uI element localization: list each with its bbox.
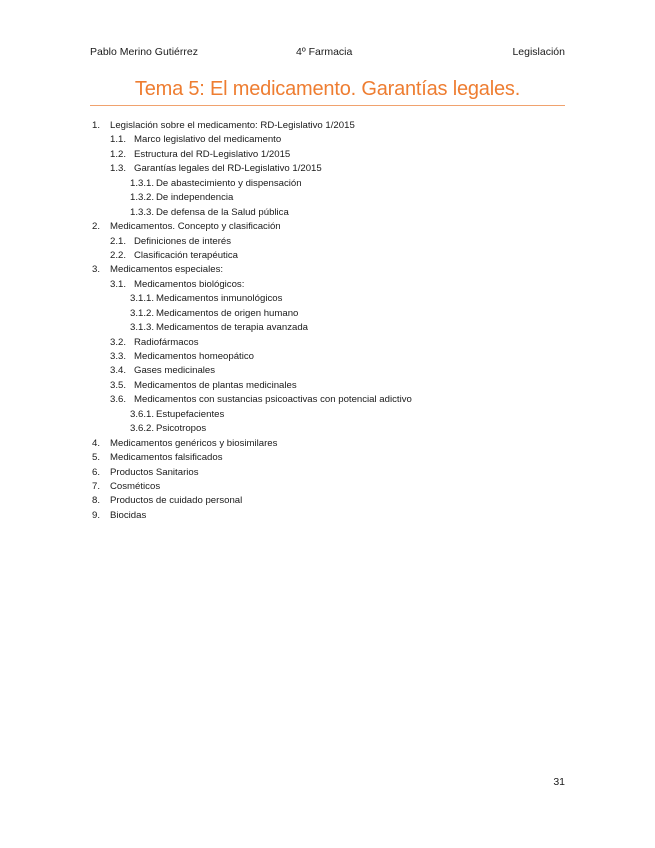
title-underline <box>90 105 565 106</box>
header-course: 4º Farmacia <box>296 46 353 58</box>
page-header <box>90 46 565 60</box>
toc-item-text: Medicamentos falsificados <box>110 452 223 464</box>
toc-item-text: Medicamentos inmunológicos <box>156 293 283 305</box>
toc-item-text: Medicamentos. Concepto y clasificación <box>110 221 281 233</box>
toc-item <box>92 278 562 292</box>
toc-item-number: 9. <box>92 509 101 521</box>
toc-item-number: 3.6.1. <box>130 408 155 420</box>
toc-item-text: Medicamentos genéricos y biosimilares <box>110 437 278 449</box>
toc-item-text: Estructura del RD-Legislativo 1/2015 <box>134 148 291 160</box>
toc-item-number: 2.1. <box>110 235 127 247</box>
toc-item-number: 7. <box>92 480 101 492</box>
toc-item-text: Definiciones de interés <box>134 235 232 247</box>
toc-item <box>92 191 562 205</box>
toc-item-text: Estupefacientes <box>156 408 225 420</box>
toc-item-number: 1.1. <box>110 134 127 146</box>
toc-item-number: 2.2. <box>110 249 127 261</box>
toc-item-text: Medicamentos especiales: <box>110 264 224 276</box>
toc-item-text: Psicotropos <box>156 423 207 435</box>
toc-item-number: 4. <box>92 437 101 449</box>
toc-item <box>92 177 562 191</box>
toc-item-number: 3.4. <box>110 365 127 377</box>
page-title: Tema 5: El medicamento. Garantías legales. <box>134 78 521 100</box>
toc-item <box>92 292 562 306</box>
toc-item-text: Medicamentos biológicos: <box>134 278 245 290</box>
toc-item-number: 3. <box>92 264 101 276</box>
toc-item-text: Marco legislativo del medicamento <box>134 134 282 146</box>
toc-item-text: Cosméticos <box>110 480 161 492</box>
toc-item-text: De defensa de la Salud pública <box>156 206 289 218</box>
toc-item <box>92 451 562 465</box>
toc-item-number: 1.3.2. <box>130 192 155 204</box>
toc-item-number: 1.3.1. <box>130 177 155 189</box>
toc-item-number: 8. <box>92 495 101 507</box>
toc-item <box>92 249 562 263</box>
toc-item-number: 1.3.3. <box>130 206 155 218</box>
toc-item-number: 3.6. <box>110 394 127 406</box>
header-author: Pablo Merino Gutiérrez <box>90 46 198 58</box>
toc-item-number: 5. <box>92 452 101 464</box>
toc-item-text: Gases medicinales <box>134 365 216 377</box>
toc-item-number: 3.6.2. <box>130 423 155 435</box>
toc-item <box>92 379 562 393</box>
toc-item-number: 2. <box>92 221 101 233</box>
toc-item <box>92 148 562 162</box>
toc-item-text: Clasificación terapéutica <box>134 249 238 261</box>
toc-item-text: Radiofármacos <box>134 336 199 348</box>
toc-item-number: 3.1.3. <box>130 322 155 334</box>
toc-item-text: Medicamentos homeopático <box>134 351 254 362</box>
toc-item <box>92 494 562 508</box>
toc-item <box>92 307 562 321</box>
toc-item <box>92 393 562 407</box>
toc-item-number: 3.1.2. <box>130 307 155 319</box>
toc-item-number: 3.1.1. <box>130 293 155 305</box>
toc-item-number: 1. <box>92 120 101 131</box>
toc-item-text: Productos Sanitarios <box>110 466 199 478</box>
toc-item-text: Medicamentos de origen humano <box>156 307 299 319</box>
header-subject: Legislación <box>512 46 565 58</box>
table-of-contents <box>92 119 562 523</box>
toc-item-number: 3.2. <box>110 336 127 348</box>
toc-item-text: Legislación sobre el medicamento: RD-Legislativo 1/2015 <box>110 120 355 131</box>
toc-item <box>92 480 562 494</box>
toc-item <box>92 422 562 436</box>
toc-item <box>92 336 562 350</box>
toc-item-number: 1.3. <box>110 163 127 175</box>
toc-item <box>92 408 562 422</box>
toc-item <box>92 119 562 133</box>
toc-item-text: Productos de cuidado personal <box>110 495 243 507</box>
toc-item <box>92 437 562 451</box>
toc-item-text: Medicamentos de terapia avanzada <box>156 322 308 334</box>
toc-item-text: De independencia <box>156 192 234 204</box>
toc-item-text: Biocidas <box>110 509 147 521</box>
toc-item <box>92 321 562 335</box>
toc-item <box>92 206 562 220</box>
toc-item-text: Garantías legales del RD-Legislativo 1/2015 <box>134 163 322 175</box>
toc-item <box>92 509 562 523</box>
toc-item <box>92 364 562 378</box>
toc-item <box>92 466 562 480</box>
toc-item-number: 3.3. <box>110 351 127 362</box>
toc-item <box>92 162 562 176</box>
toc-item <box>92 235 562 249</box>
toc-item-text: De abastecimiento y dispensación <box>156 177 302 189</box>
toc-item <box>92 220 562 234</box>
toc-item-number: 3.5. <box>110 379 127 391</box>
toc-item-number: 6. <box>92 466 101 478</box>
toc-item-text: Medicamentos con sustancias psicoactivas con potencial adictivo <box>134 394 412 406</box>
toc-item <box>92 263 562 277</box>
page-number: 31 <box>553 776 565 788</box>
toc-item-number: 1.2. <box>110 148 127 160</box>
toc-item-number: 3.1. <box>110 278 127 290</box>
toc-item-text: Medicamentos de plantas medicinales <box>134 379 297 391</box>
toc-item <box>92 133 562 147</box>
toc-item <box>92 350 562 364</box>
